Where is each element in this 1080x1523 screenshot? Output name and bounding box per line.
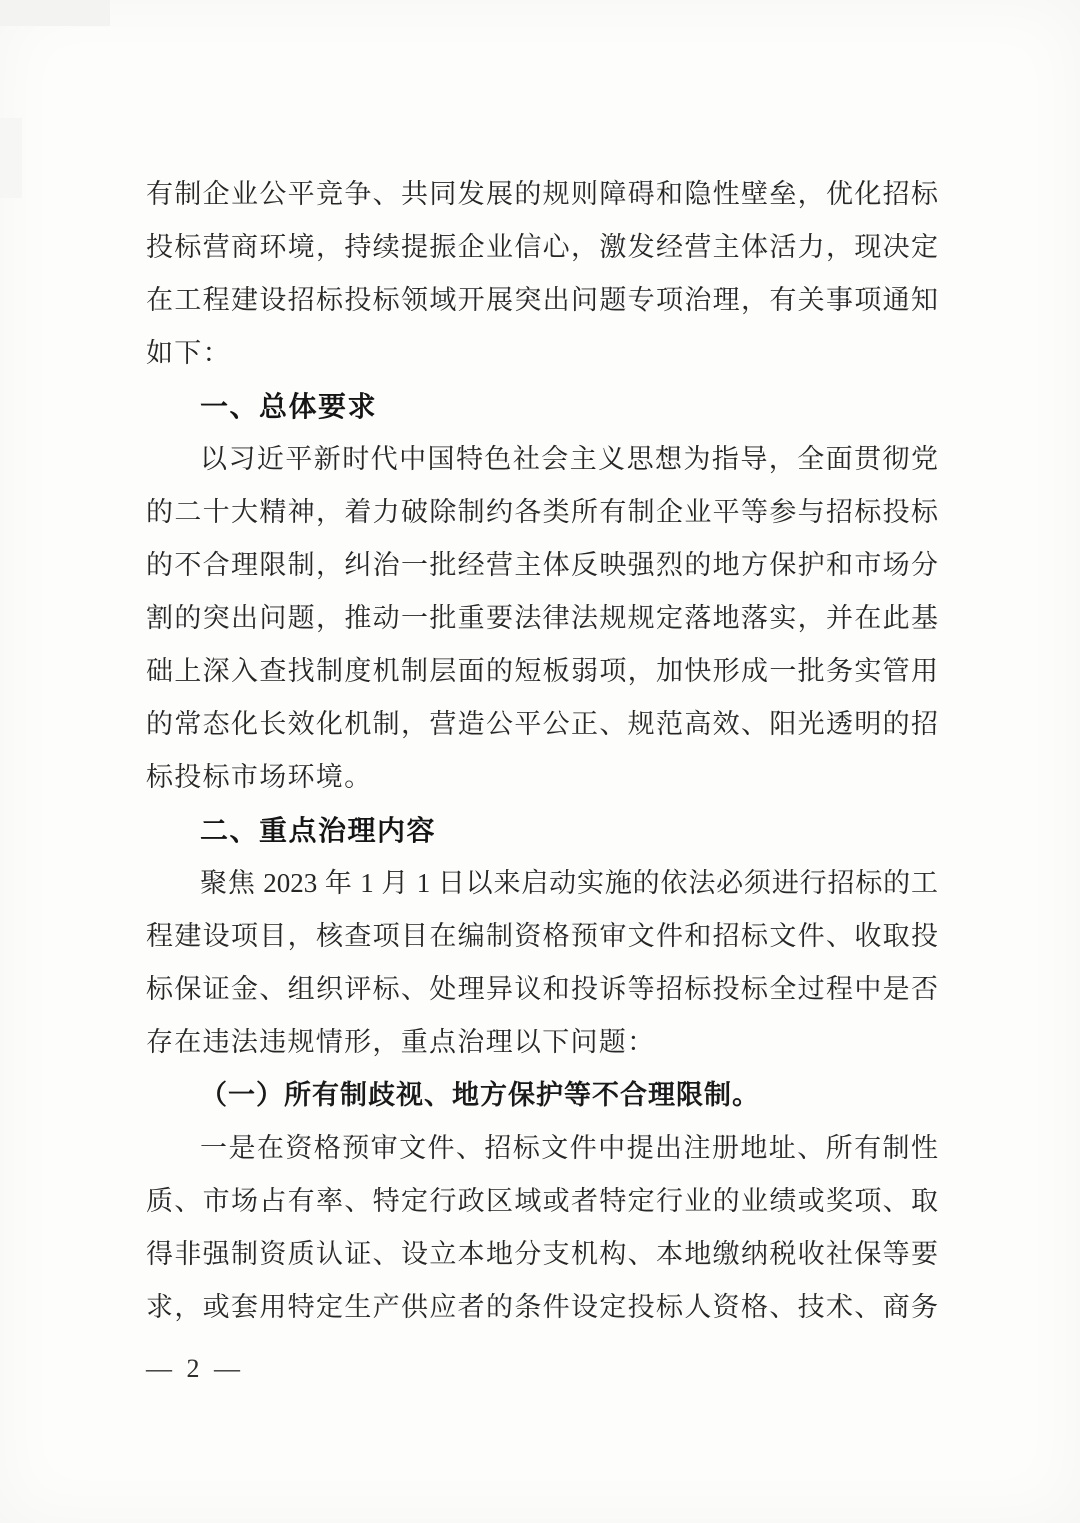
- subsection-heading: （一）所有制歧视、地方保护等不合理限制。: [200, 1080, 760, 1110]
- section-heading: 一、总体要求: [200, 391, 378, 422]
- text-line: 如下：: [146, 338, 231, 368]
- text-line: 标投标市场环境。: [146, 762, 373, 792]
- section-heading: 二、重点治理内容: [200, 815, 437, 846]
- document-body: [146, 168, 938, 1334]
- text-line: 的不合理限制，纠治一批经营主体反映强烈的地方保护和市场分: [146, 550, 938, 580]
- page-number: — 2 —: [146, 1354, 244, 1383]
- text-line: 标保证金、组织评标、处理异议和投诉等招标投标全过程中是否: [146, 974, 938, 1004]
- scan-artifact: [0, 0, 110, 26]
- scan-artifact: [0, 118, 22, 198]
- text-line: 础上深入查找制度机制层面的短板弱项，加快形成一批务实管用: [146, 656, 938, 686]
- text-line: 在工程建设招标投标领域开展突出问题专项治理，有关事项通知: [146, 285, 938, 315]
- text-line: 有制企业公平竞争、共同发展的规则障碍和隐性壁垒，优化招标: [146, 179, 938, 209]
- text-line: 得非强制资质认证、设立本地分支机构、本地缴纳税收社保等要: [146, 1239, 938, 1269]
- text-line: 以习近平新时代中国特色社会主义思想为指导，全面贯彻党: [200, 444, 938, 474]
- text-line: 存在违法违规情形，重点治理以下问题：: [146, 1027, 656, 1057]
- text-line: 一是在资格预审文件、招标文件中提出注册地址、所有制性: [200, 1133, 938, 1163]
- text-line: 投标营商环境，持续提振企业信心，激发经营主体活力，现决定: [146, 232, 938, 262]
- text-line: 质、市场占有率、特定行政区域或者特定行业的业绩或奖项、取: [146, 1186, 938, 1216]
- text-line: 聚焦 2023 年 1 月 1 日以来启动实施的依法必须进行招标的工: [200, 868, 938, 898]
- text-line: 割的突出问题，推动一批重要法律法规规定落地落实，并在此基: [146, 603, 938, 633]
- text-line: 的常态化长效化机制，营造公平公正、规范高效、阳光透明的招: [146, 709, 938, 739]
- text-line: 求，或套用特定生产供应者的条件设定投标人资格、技术、商务: [146, 1292, 938, 1322]
- text-line: 的二十大精神，着力破除制约各类所有制企业平等参与招标投标: [146, 497, 938, 527]
- text-line: 程建设项目，核查项目在编制资格预审文件和招标文件、收取投: [146, 921, 938, 951]
